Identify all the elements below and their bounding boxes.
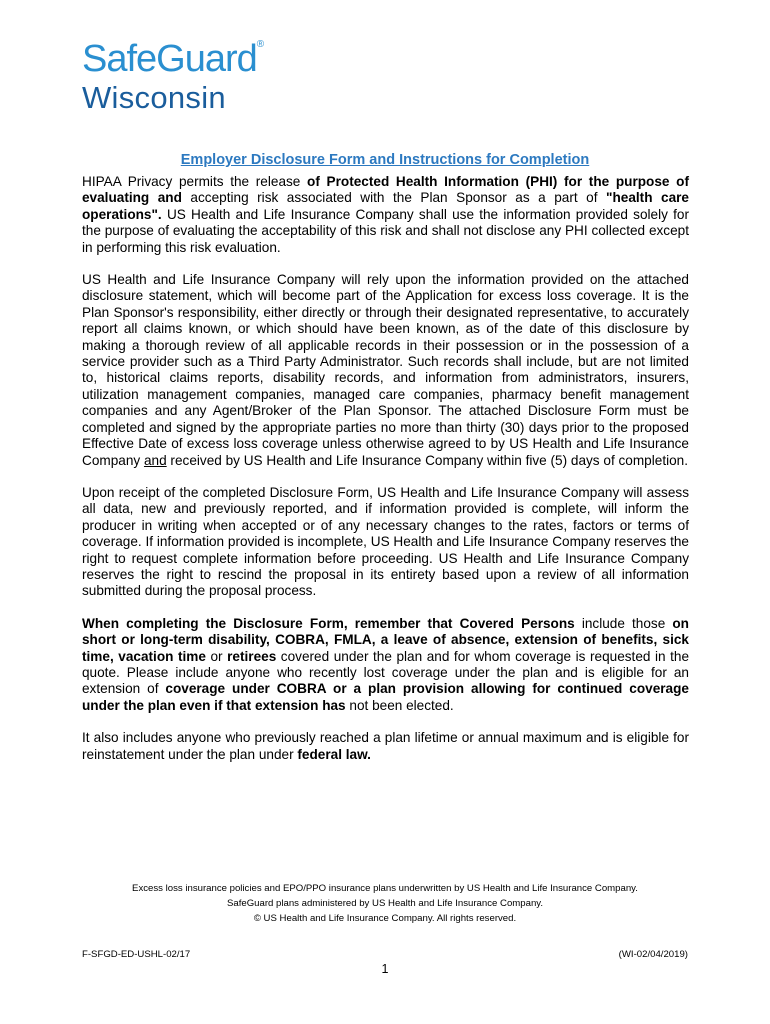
text-run: It also includes anyone who previously reached a plan lifetime or annual maximum and is eligible for reinstatement under the plan under (82, 730, 689, 762)
bold-run: on short or long-term disability, COBRA, FMLA, a leave of absence, extension of benefits, sick time, vacation time (82, 615, 689, 664)
document-body (82, 174, 689, 779)
logo-trademark: ® (256, 39, 265, 50)
paragraph-reinstatement (82, 730, 689, 763)
page-number: 1 (381, 962, 389, 976)
logo-brand (82, 40, 264, 78)
form-revision-date: (WI-02/04/2019) (618, 949, 688, 960)
text-run: include those (574, 615, 673, 631)
underlined-run: and (143, 452, 167, 468)
form-id: F-SFGD-ED-USHL-02/17 (82, 949, 191, 960)
text-run: received by US Health and Life Insurance Company within five (5) days of completion. (166, 452, 689, 468)
text-run: HIPAA Privacy permits the release (82, 174, 308, 189)
bold-run: federal law. (297, 746, 371, 762)
paragraph-hipaa (82, 174, 689, 256)
footer-line-copyright: © US Health and Life Insurance Company. All rights reserved. (253, 913, 517, 924)
bold-run: coverage under COBRA or a plan provision allowing for continued coverage under the plan even if that extension has (82, 681, 689, 713)
text-run: or (205, 648, 228, 664)
paragraph-receipt: Upon receipt of the completed Disclosure Form, US Health and Life Insurance Company will assess all data, new and previously reported, and if information provided is complete, will inform the producer in writing when accepted or of any necessary changes to the rates, factors or terms of coverage. If information provided is incomplete, US Health and Life Insurance Company reserves the right to request complete information before proceeding. US Health and Life Insurance Company reserves the right to rescind the proposal in its entirety based upon a review of all information submitted during the proposal process. (82, 484, 689, 599)
bold-run: of Protected Health Information (PHI) for the purpose of evaluating and (82, 174, 689, 206)
safeguard-wisconsin-logo (82, 40, 264, 113)
bold-run: retirees (227, 648, 277, 664)
text-run: not been elected. (345, 697, 454, 713)
page-title: Employer Disclosure Form and Instructions for Completion (180, 152, 590, 168)
footer-line-underwriting: Excess loss insurance policies and EPO/PPO insurance plans underwritten by US Health and Life Insurance Company. (132, 883, 638, 894)
paragraph-covered-persons (82, 616, 689, 714)
footer-line-administration: SafeGuard plans administered by US Health and Life Insurance Company. (226, 898, 544, 909)
text-run: US Health and Life Insurance Company will rely upon the information provided on the attached disclosure statement, which will become part of the Application for excess loss coverage. It is the Plan Sponsor's responsibility, either directly or through their designated representative, to accurately report all claims known, or which should have been known, as of the date of this disclosure by making a thorough review of all applicable records in their possession or in the possession of a service provider such as a Third Party Administrator. Such records shall include, but are not limited to, historical claims reports, disability records, and information from administrators, insurers, utilization management companies, managed care companies, pharmacy benefit management companies and any Agent/Broker of the Plan Sponsor. The attached Disclosure Form must be completed and signed by the appropriate parties no more than thirty (30) days prior to the proposed Effective Date of excess loss coverage unless otherwise agreed to by US Health and Life Insurance Company (82, 272, 689, 468)
text-run: accepting risk associated with the Plan Sponsor as a part of (181, 190, 607, 206)
bold-run: When completing the Disclosure Form, remember that Covered Persons (82, 615, 575, 631)
logo-region: Wisconsin (82, 80, 226, 115)
footer-notes (0, 881, 770, 926)
text-run: covered under the plan and for whom coverage is requested in the quote. Please include anyone who recently lost coverage under the plan and is eligible for an extension of (82, 648, 690, 697)
bold-run: "health care operations". (82, 190, 689, 222)
paragraph-disclosure-reliance (82, 272, 689, 469)
text-run: US Health and Life Insurance Company shall use the information provided solely for the purpose of evaluating the acceptability of this risk and shall not disclose any PHI collected except in performing this risk evaluation. (82, 206, 689, 255)
logo-brand-text: SafeGuard (82, 38, 257, 80)
